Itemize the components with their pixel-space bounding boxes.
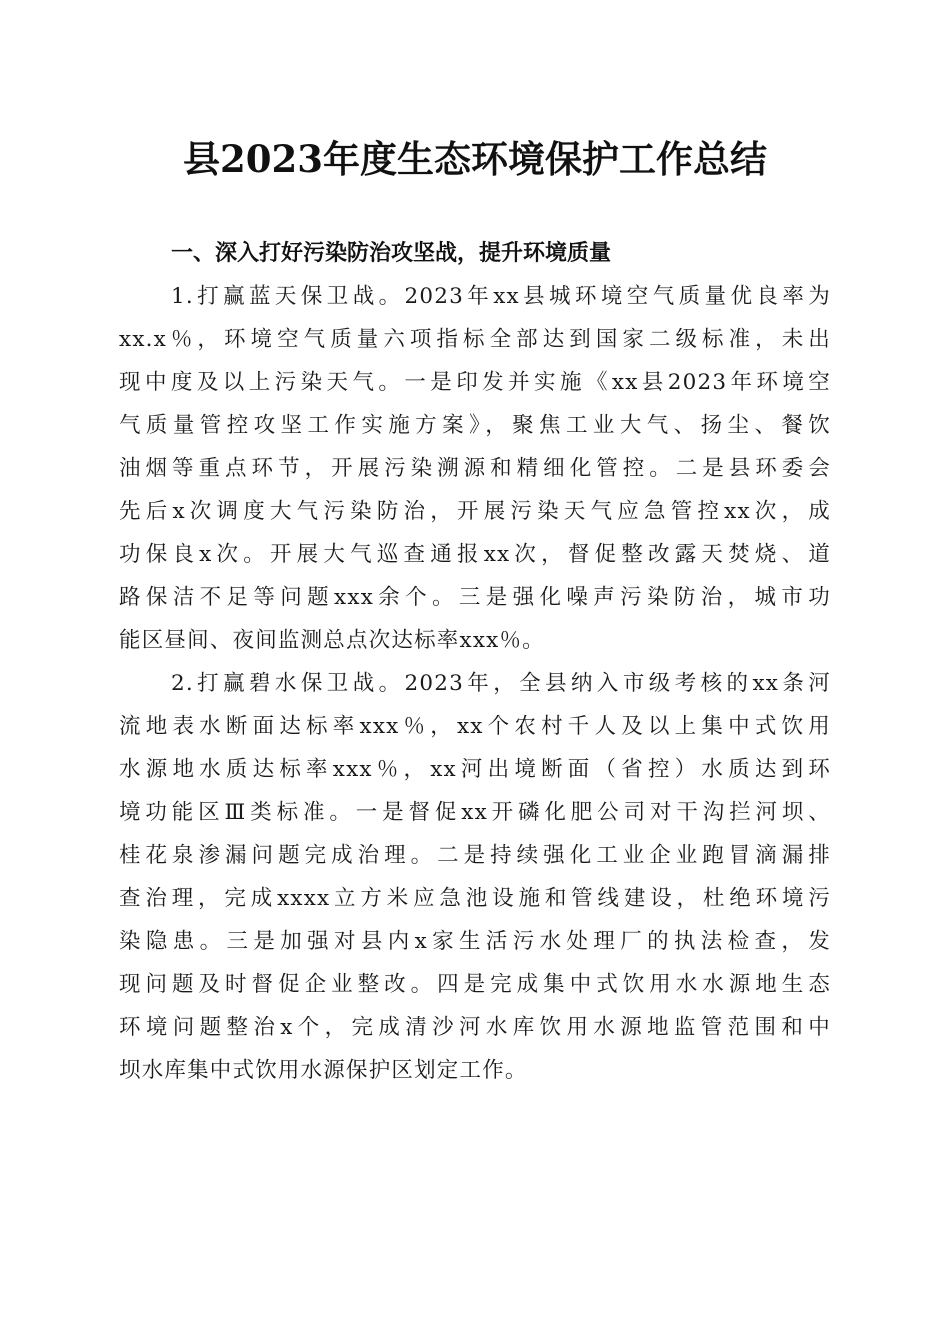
- paragraph-line: 查治理，完成xxxx立方米应急池设施和管线建设，杜绝环境污: [119, 886, 831, 911]
- paragraph-line: 水源地水质达标率xxx％，xx河出境断面（省控）水质达到环: [119, 757, 831, 782]
- paragraph-line: 现问题及时督促企业整改。四是完成集中式饮用水水源地生态: [119, 972, 831, 997]
- paragraph-line: 境功能区Ⅲ类标准。一是督促xx开磷化肥公司对干沟拦河坝、: [119, 800, 831, 825]
- paragraph-line: 坝水库集中式饮用水源保护区划定工作。: [119, 1058, 528, 1083]
- paragraph-line: 染隐患。三是加强对县内x家生活污水处理厂的执法检查，发: [119, 929, 831, 954]
- paragraph-line: 路保洁不足等问题xxx余个。三是强化噪声污染防治，城市功: [119, 585, 831, 610]
- paragraph-clear-water: [119, 662, 831, 1092]
- paragraph-line: 环境问题整治x个，完成清沙河水库饮用水源地监管范围和中: [119, 1015, 831, 1040]
- paragraph-line: 桂花泉渗漏问题完成治理。二是持续强化工业企业跑冒滴漏排: [119, 843, 831, 868]
- paragraph-line: 功保良x次。开展大气巡查通报xx次，督促整改露天焚烧、道: [119, 542, 831, 567]
- paragraph-line: 2.打赢碧水保卫战。2023年，全县纳入市级考核的xx条河: [171, 671, 831, 696]
- document-title: 县2023年度生态环境保护工作总结: [183, 137, 767, 181]
- paragraph-line: 1.打赢蓝天保卫战。2023年xx县城环境空气质量优良率为: [171, 284, 831, 309]
- document-body: [119, 232, 831, 1092]
- paragraph-line: 能区昼间、夜间监测总点次达标率xxx％。: [119, 628, 545, 653]
- paragraph-line: 先后x次调度大气污染防治，开展污染天气应急管控xx次，成: [119, 499, 831, 524]
- paragraph-line: 流地表水断面达标率xxx％，xx个农村千人及以上集中式饮用: [119, 714, 831, 739]
- paragraph-line: 油烟等重点环节，开展污染溯源和精细化管控。二是县环委会: [119, 456, 831, 481]
- paragraph-line: 现中度及以上污染天气。一是印发并实施《xx县2023年环境空: [119, 370, 831, 395]
- paragraph-line: xx.x％，环境空气质量六项指标全部达到国家二级标准，未出: [119, 327, 831, 352]
- section-heading: 一、深入打好污染防治攻坚战，提升环境质量: [171, 241, 612, 266]
- paragraph-line: 气质量管控攻坚工作实施方案》，聚焦工业大气、扬尘、餐饮: [119, 413, 831, 438]
- paragraph-blue-sky: [119, 275, 831, 662]
